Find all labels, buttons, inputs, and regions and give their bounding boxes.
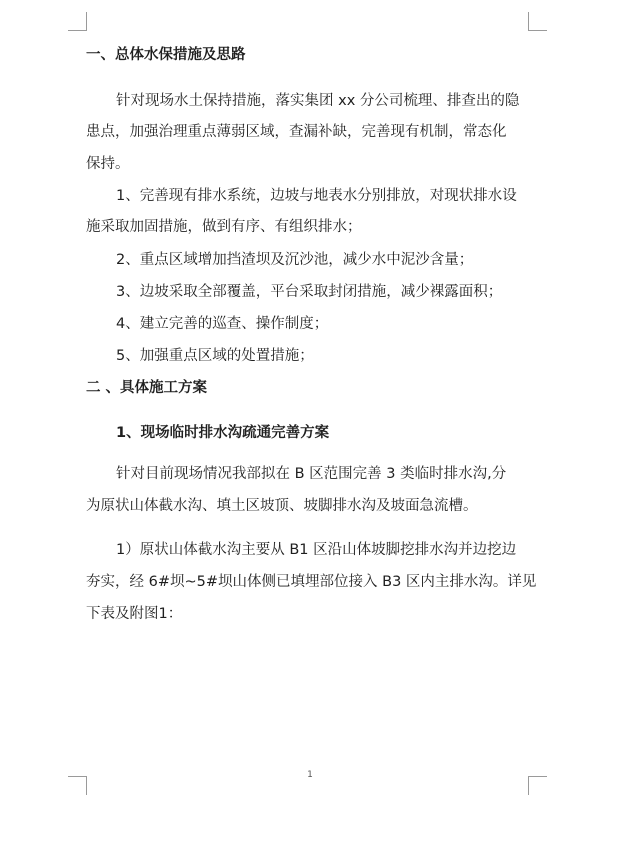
- subsection-heading-1: 1、现场临时排水沟疏通完善方案: [116, 425, 330, 441]
- plan-paragraph-line-1: 针对目前现场情况我部拟在 B 区范围完善 3 类临时排水沟,分: [116, 466, 507, 482]
- list-item-5: 5、加强重点区域的处置措施；: [116, 348, 314, 364]
- list-item-2: 2、重点区域增加挡渣坝及沉沙池，减少水中泥沙含量；: [116, 252, 474, 268]
- list-item-1-line-2: 施采取加固措施，做到有序、有组织排水；: [86, 219, 362, 235]
- detail-paragraph-line-2: 夯实，经 6#坝~5#坝山体侧已填埋部位接入 B3 区内主排水沟。详见: [86, 574, 537, 590]
- top-left-margin-mark: [68, 12, 87, 31]
- list-item-3: 3、边坡采取全部覆盖，平台采取封闭措施，减少裸露面积；: [116, 284, 503, 300]
- plan-paragraph-line-2: 为原状山体截水沟、填土区坡顶、坡脚排水沟及坡面急流槽。: [86, 498, 478, 514]
- bottom-left-margin-mark: [68, 776, 87, 795]
- top-right-margin-mark: [528, 12, 547, 31]
- detail-paragraph-line-3: 下表及附图1：: [86, 606, 183, 622]
- section-heading-1: 一、总体水保措施及思路: [86, 47, 246, 63]
- intro-paragraph-line-1: 针对现场水土保持措施，落实集团 xx 分公司梳理、排查出的隐: [116, 93, 520, 109]
- page-number: 1: [307, 770, 313, 780]
- intro-paragraph-line-2: 患点，加强治理重点薄弱区域，查漏补缺，完善现有机制，常态化: [86, 124, 507, 140]
- list-item-4: 4、建立完善的巡查、操作制度；: [116, 316, 329, 332]
- section-heading-2: 二 、具体施工方案: [86, 380, 208, 396]
- intro-paragraph-line-3: 保持。: [86, 156, 130, 172]
- detail-paragraph-line-1: 1）原状山体截水沟主要从 B1 区沿山体坡脚挖排水沟并边挖边: [116, 542, 517, 558]
- bottom-right-margin-mark: [528, 776, 547, 795]
- list-item-1-line-1: 1、完善现有排水系统，边坡与地表水分别排放，对现状排水设: [116, 188, 517, 204]
